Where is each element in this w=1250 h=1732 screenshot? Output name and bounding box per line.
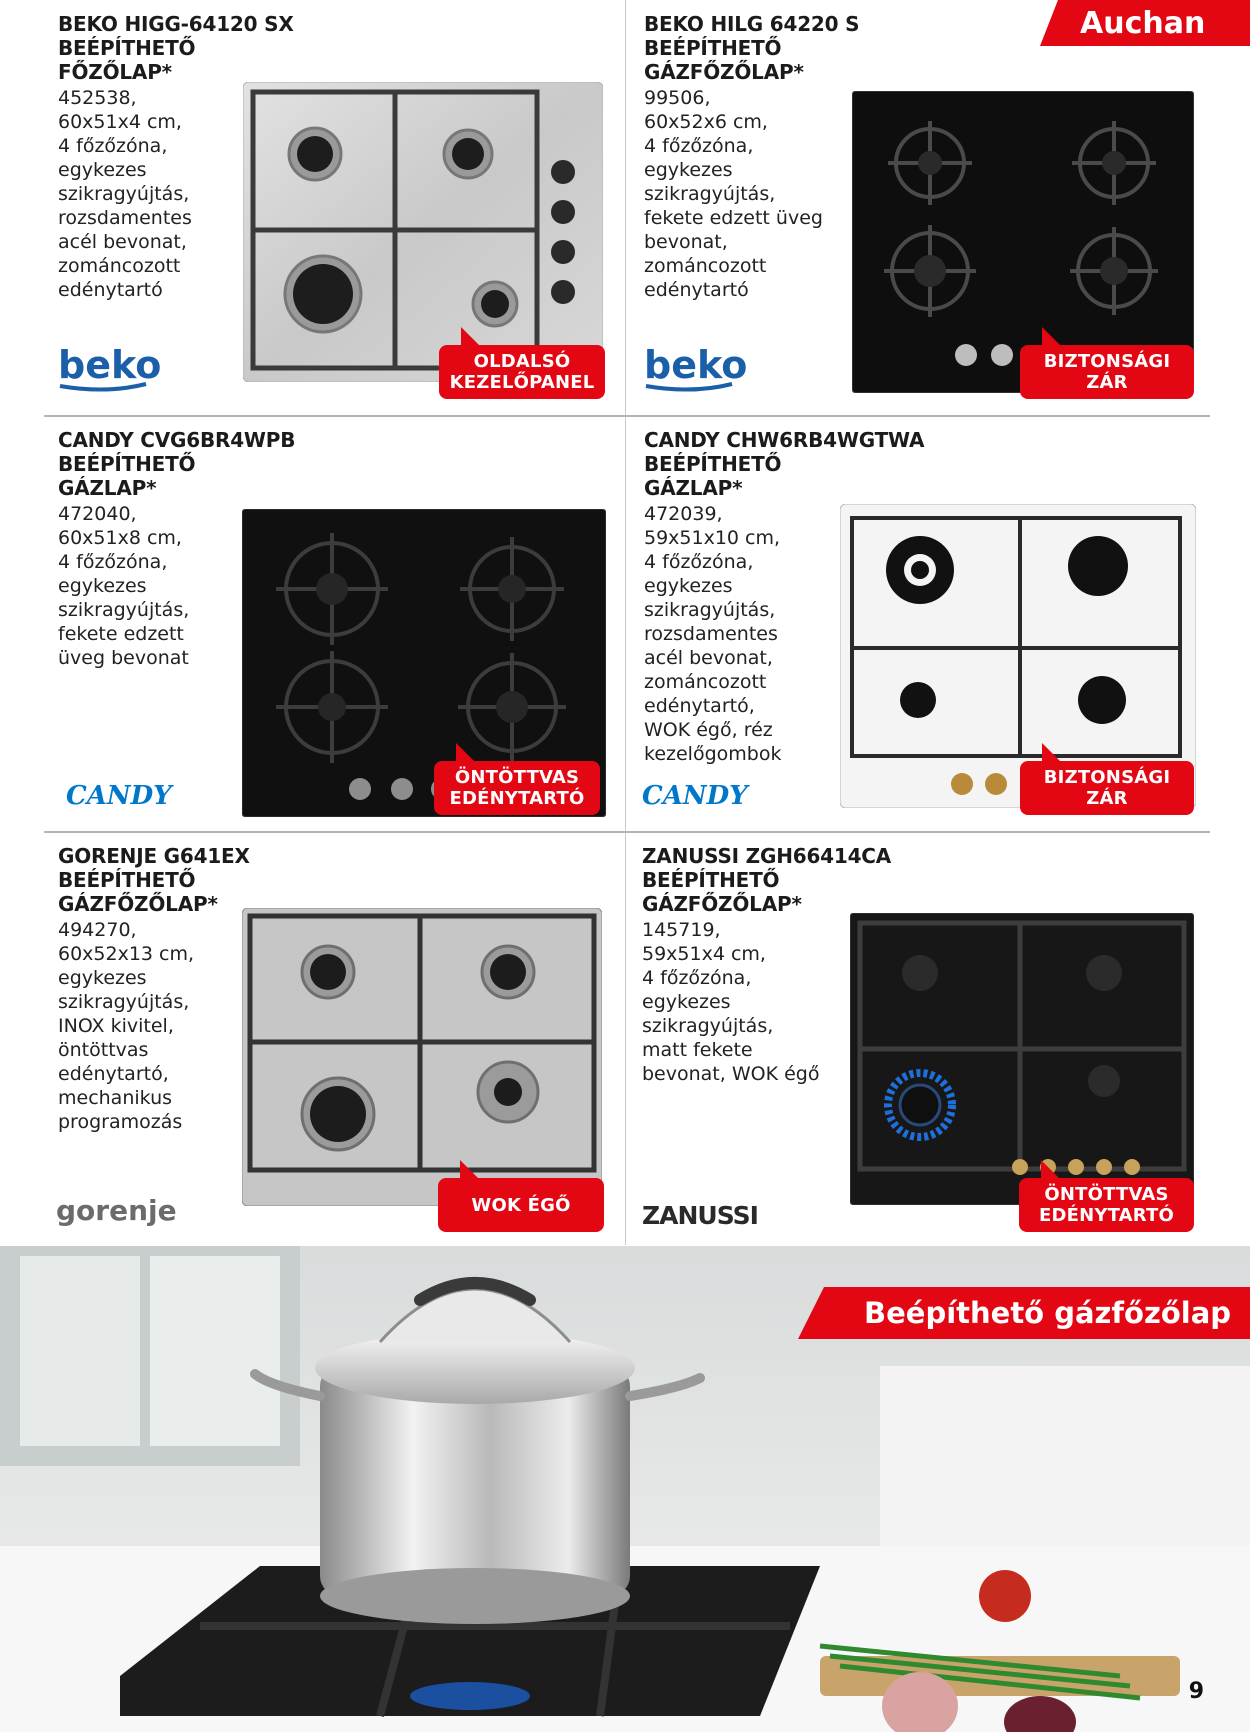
- brand-logo-zanussi: [642, 1194, 762, 1234]
- product-image-hob: [242, 908, 602, 1206]
- spec-line: 59x51x4 cm,: [642, 943, 766, 965]
- spec-line: szikragyújtás,: [58, 991, 190, 1013]
- feature-badge: BIZTONSÁGI ZÁR: [1020, 345, 1194, 399]
- spec-line: 60x52x13 cm,: [58, 943, 195, 965]
- svg-text:gorenje: gorenje: [56, 1194, 177, 1227]
- spec-line: öntöttvas: [58, 1039, 149, 1061]
- spec-line: szikragyújtás,: [644, 183, 776, 205]
- feature-badge: ÖNTÖTTVAS EDÉNYTARTÓ: [434, 761, 600, 815]
- spec-line: egykezes: [642, 991, 731, 1013]
- section-banner: Beépíthető gázfőzőlap: [824, 1287, 1250, 1339]
- spec-line: edénytartó: [58, 279, 163, 301]
- product-card-gorenje: [44, 832, 629, 1244]
- spec-line: egykezes: [644, 575, 733, 597]
- spec-line: rozsdamentes: [58, 207, 192, 229]
- spec-line: acél bevonat,: [644, 647, 773, 669]
- product-title: CANDY CVG6BR4WPB BEÉPÍTHETŐ GÁZLAP*: [58, 428, 296, 500]
- brand-logo-gorenje: [56, 1190, 186, 1230]
- svg-text:CANDY: CANDY: [66, 781, 172, 811]
- product-title: ZANUSSI ZGH66414CA BEÉPÍTHETŐ GÁZFŐZŐLAP*: [642, 844, 892, 916]
- spec-line: egykezes: [58, 967, 147, 989]
- spec-line: INOX kivitel,: [58, 1015, 174, 1037]
- spec-line: edénytartó: [644, 279, 749, 301]
- spec-line: WOK égő, réz: [644, 719, 773, 741]
- product-card-beko-hilg: [630, 0, 1215, 412]
- spec-line: 4 főzőzóna,: [644, 135, 754, 157]
- product-card-beko-higg: [44, 0, 629, 412]
- spec-line: kezelőgombok: [644, 743, 782, 765]
- spec-line: fekete edzett: [58, 623, 184, 645]
- brand-logo-beko: [56, 342, 176, 394]
- svg-text:CANDY: CANDY: [642, 781, 748, 811]
- spec-line: egykezes: [58, 575, 147, 597]
- spec-line: szikragyújtás,: [642, 1015, 774, 1037]
- spec-line: 4 főzőzóna,: [58, 135, 168, 157]
- spec-line: 4 főzőzóna,: [644, 551, 754, 573]
- brand-logo-beko: [642, 342, 762, 394]
- spec-line: programozás: [58, 1111, 183, 1133]
- feature-badge: BIZTONSÁGI ZÁR: [1020, 761, 1194, 815]
- spec-line: 60x51x8 cm,: [58, 527, 182, 549]
- feature-badge: WOK ÉGŐ: [438, 1178, 604, 1232]
- spec-line: rozsdamentes: [644, 623, 778, 645]
- product-image-hob: [243, 82, 603, 382]
- product-specs: [58, 86, 192, 302]
- feature-badge: ÖNTÖTTVAS EDÉNYTARTÓ: [1019, 1178, 1194, 1232]
- feature-badge: OLDALSÓ KEZELŐPANEL: [439, 345, 605, 399]
- product-title: BEKO HILG 64220 S BEÉPÍTHETŐ GÁZFŐZŐLAP*: [644, 12, 860, 84]
- spec-line: mechanikus: [58, 1087, 173, 1109]
- hero-kitchen-photo: [0, 1246, 1250, 1732]
- svg-text:beko: beko: [644, 343, 748, 387]
- spec-line: acél bevonat,: [58, 231, 187, 253]
- product-card-candy-cvg: [44, 416, 629, 828]
- product-title: BEKO HIGG-64120 SX BEÉPÍTHETŐ FŐZŐLAP*: [58, 12, 294, 84]
- spec-line: szikragyújtás,: [58, 599, 190, 621]
- spec-line: zománcozott: [58, 255, 181, 277]
- spec-line: üveg bevonat: [58, 647, 189, 669]
- spec-line: szikragyújtás,: [644, 599, 776, 621]
- spec-line: matt fekete: [642, 1039, 753, 1061]
- spec-line: 145719,: [642, 919, 721, 941]
- product-specs: [58, 918, 194, 1134]
- spec-line: 60x52x6 cm,: [644, 111, 768, 133]
- product-title: CANDY CHW6RB4WGTWA BEÉPÍTHETŐ GÁZLAP*: [644, 428, 925, 500]
- product-image-hob: [850, 913, 1194, 1205]
- spec-line: 60x51x4 cm,: [58, 111, 182, 133]
- brand-logo-candy: [66, 776, 202, 812]
- spec-line: fekete edzett üveg: [644, 207, 823, 229]
- spec-line: zománcozott: [644, 255, 767, 277]
- spec-line: 452538,: [58, 87, 137, 109]
- spec-line: 4 főzőzóna,: [642, 967, 752, 989]
- spec-line: 472040,: [58, 503, 137, 525]
- product-card-zanussi: [628, 832, 1213, 1244]
- spec-line: zománcozott: [644, 671, 767, 693]
- product-specs: [644, 502, 781, 766]
- spec-line: edénytartó,: [58, 1063, 169, 1085]
- spec-line: 4 főzőzóna,: [58, 551, 168, 573]
- svg-text:beko: beko: [58, 343, 162, 387]
- spec-line: 59x51x10 cm,: [644, 527, 781, 549]
- spec-line: szikragyújtás,: [58, 183, 190, 205]
- brand-logo-candy: [642, 776, 778, 812]
- svg-text:ZANUSSI: ZANUSSI: [642, 1201, 758, 1230]
- product-title: GORENJE G641EX BEÉPÍTHETŐ GÁZFŐZŐLAP*: [58, 844, 250, 916]
- spec-line: 472039,: [644, 503, 723, 525]
- product-specs: [644, 86, 823, 302]
- spec-line: 99506,: [644, 87, 711, 109]
- product-card-candy-chw: [630, 416, 1215, 828]
- svg-text:Auchan: Auchan: [1080, 6, 1206, 41]
- spec-line: egykezes: [58, 159, 147, 181]
- product-specs: [58, 502, 189, 670]
- spec-line: edénytartó,: [644, 695, 755, 717]
- spec-line: bevonat,: [644, 231, 728, 253]
- product-specs: [642, 918, 819, 1086]
- spec-line: egykezes: [644, 159, 733, 181]
- page-number: 9: [1188, 1679, 1204, 1704]
- spec-line: bevonat, WOK égő: [642, 1063, 820, 1085]
- spec-line: 494270,: [58, 919, 137, 941]
